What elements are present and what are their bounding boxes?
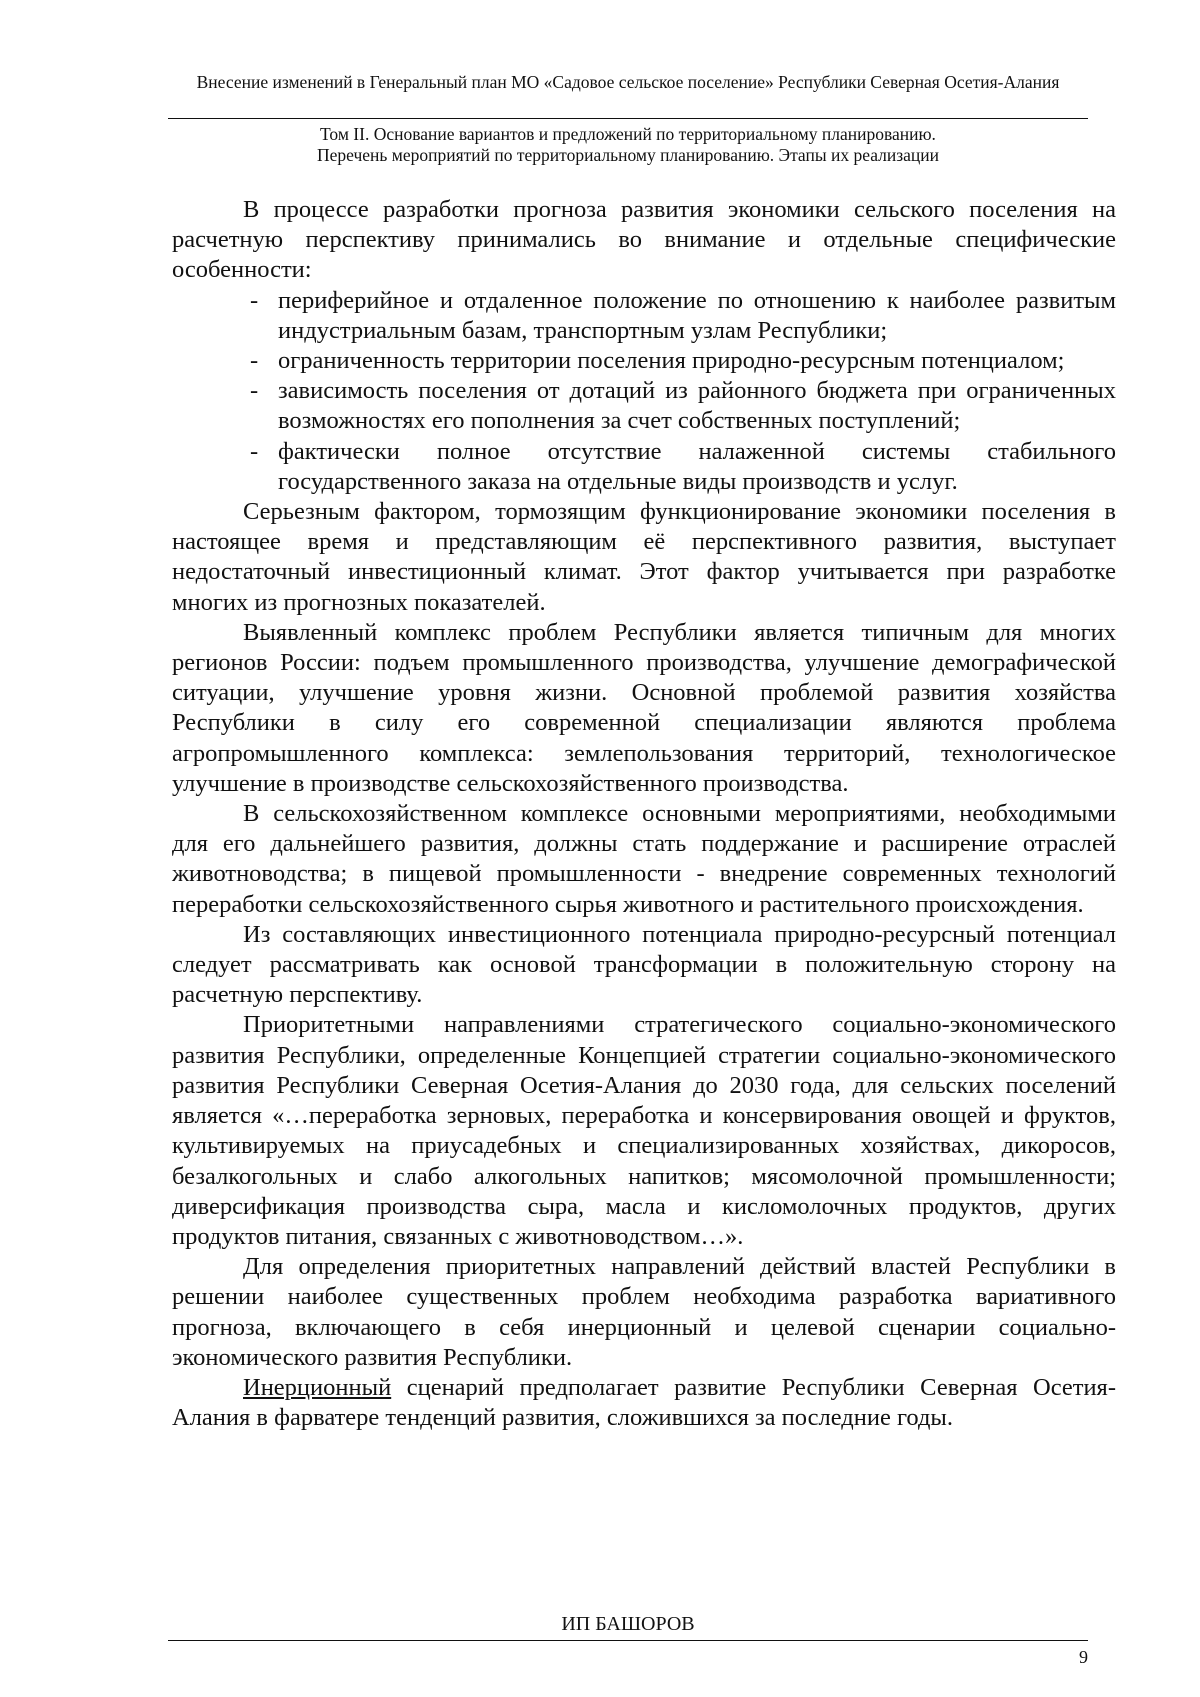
list-dash-marker: - xyxy=(250,377,259,405)
body-paragraph: Серьезным фактором, тормозящим функционирование экономики поселения в настоящее время и представляющим её перспективного развития, выступает недостаточный инвестиционный климат. Этот фактор учитывается при разработке многих из прогнозных показателей. xyxy=(172,498,1116,616)
body-paragraph: Выявленный комплекс проблем Республики является типичным для многих регионов России: подъем промышленного производства, улучшение демографической ситуации, улучшение уровня жизни. Основной проблемой развития хозяйства Республики в силу его современной специализации являются проблема агропромышленного комплекса: землепользования территорий, технологическое улучшение в производстве сельскохозяйственного производства. xyxy=(172,618,1116,797)
list-dash-marker: - xyxy=(250,437,259,465)
header-divider xyxy=(168,118,1088,119)
body-paragraph: Из составляющих инвестиционного потенциала природно-ресурсный потенциал следует рассматривать как основой трансформации в положительную сторону на расчетную перспективу. xyxy=(172,920,1116,1009)
intro-paragraph: В процессе разработки прогноза развития экономики сельского поселения на расчетную перспективу принимались во внимание и отдельные специфические особенности: xyxy=(172,196,1116,284)
list-item xyxy=(172,437,1116,497)
list-item xyxy=(172,376,1116,436)
list-item-text: ограниченность территории поселения природно-ресурсным потенциалом; xyxy=(278,347,1065,375)
body-paragraph: Приоритетными направлениями стратегического социально-экономического развития Республики, определенные Концепцией стратегии социально-экономического развития Республики Северная Осетия-Алания до 2030 года, для сельских поселений является «…переработка зерновых, переработка и консервирования овощей и фруктов, культивируемых на приусадебных и специализированных хозяйствах, дикоросов, безалкогольных и слабо алкогольных напитков; мясомолочной промышленности; диверсификация производства сыра, масла и кисломолочных продуктов, других продуктов питания, связанных с животноводством…». xyxy=(172,1011,1116,1250)
list-item xyxy=(172,346,1116,376)
inertial-scenario-paragraph xyxy=(172,1373,1116,1433)
document-body xyxy=(172,195,1116,1433)
list-dash-marker: - xyxy=(250,286,259,314)
list-item-text: фактически полное отсутствие налаженной системы стабильного государственного заказа на отдельные виды производств и услуг. xyxy=(278,437,1116,495)
header-subtitle-line-2: Перечень мероприятий по территориальному планированию. Этапы их реализации xyxy=(317,145,939,165)
footer-divider xyxy=(168,1640,1088,1641)
list-item-text: зависимость поселения от дотаций из районного бюджета при ограниченных возможностях его пополнения за счет собственных поступлений; xyxy=(278,377,1116,435)
list-item-text: периферийное и отдаленное положение по отношению к наиболее развитым индустриальным базам, транспортным узлам Республики; xyxy=(278,286,1116,344)
header-title: Внесение изменений в Генеральный план МО «Садовое сельское поселение» Республики Северная Осетия-Алания xyxy=(196,72,1060,92)
header-subtitle-line-1: Том II. Основание вариантов и предложений по территориальному планированию. xyxy=(320,124,936,144)
inertial-term: Инерционный xyxy=(243,1373,392,1401)
footer-company: ИП БАШОРОВ xyxy=(561,1613,695,1635)
page-number: 9 xyxy=(1079,1647,1088,1667)
body-paragraph: В сельскохозяйственном комплексе основными мероприятиями, необходимыми для его дальнейшего развития, должны стать поддержание и расширение отраслей животноводства; в пищевой промышленности - внедрение современных технологий переработки сельскохозяйственного сырья животного и растительного происхождения. xyxy=(172,800,1116,918)
inertial-scenario-text: сценарий предполагает развитие Республики Северная Осетия-Алания в фарватере тенденций развития, сложившихся за последние годы. xyxy=(172,1373,1116,1432)
header-subtitle xyxy=(168,124,1088,166)
list-dash-marker: - xyxy=(250,347,259,375)
body-paragraph: Для определения приоритетных направлений действий властей Республики в решении наиболее существенных проблем необходима разработка вариативного прогноза, включающего в себя инерционный и целевой сценарии социально-экономического развития Республики. xyxy=(172,1253,1116,1371)
features-list xyxy=(172,286,1116,497)
list-item xyxy=(172,286,1116,346)
